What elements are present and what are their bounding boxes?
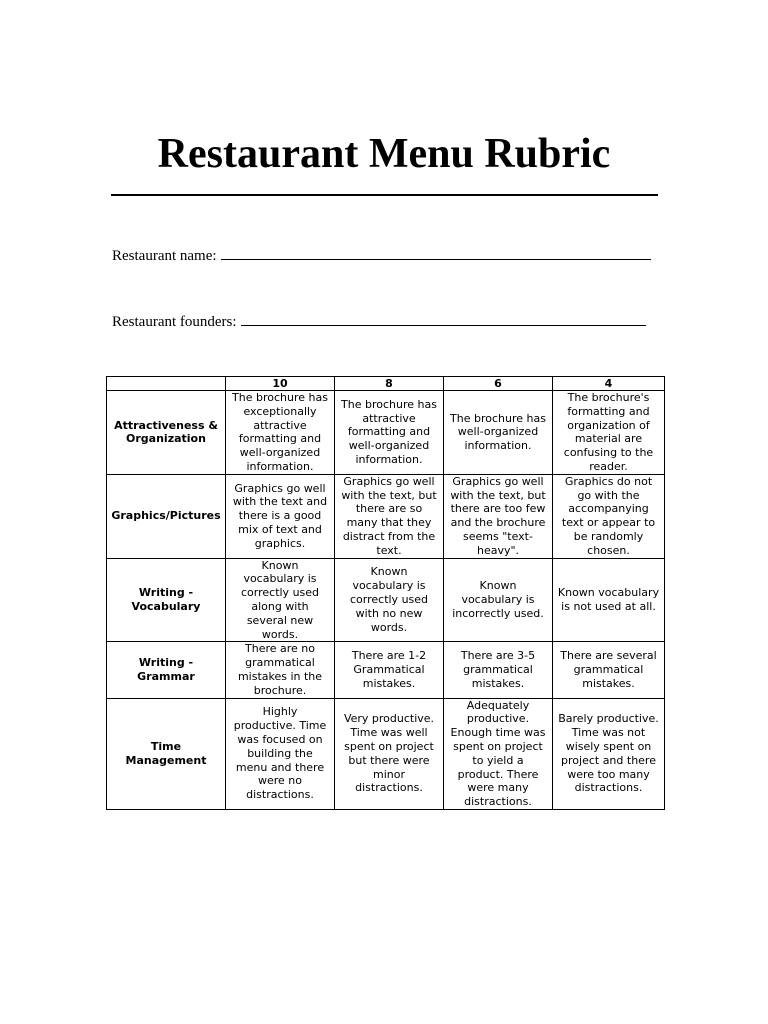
criterion-cell: Writing - Grammar: [107, 642, 226, 698]
rubric-cell: There are several grammatical mistakes.: [553, 642, 665, 698]
rubric-cell: Known vocabulary is correctly used along with several new words.: [226, 558, 335, 642]
rubric-cell: The brochure's formatting and organization of material are confusing to the reader.: [553, 391, 665, 475]
table-row: [107, 474, 665, 558]
table-row: [107, 558, 665, 642]
restaurant-name-blank: [221, 245, 651, 260]
criterion-cell: Attractiveness & Organization: [107, 391, 226, 475]
rubric-cell: Graphics go well with the text and there is a good mix of text and graphics.: [226, 474, 335, 558]
header-cell-score: 4: [553, 377, 665, 391]
rubric-cell: Known vocabulary is not used at all.: [553, 558, 665, 642]
rubric-table: [106, 376, 665, 810]
restaurant-founders-field: [112, 311, 646, 331]
criterion-cell: Graphics/Pictures: [107, 474, 226, 558]
title-divider: [111, 194, 658, 196]
table-row: [107, 391, 665, 475]
header-cell-score: 6: [444, 377, 553, 391]
rubric-cell: Known vocabulary is incorrectly used.: [444, 558, 553, 642]
header-cell-score: 10: [226, 377, 335, 391]
rubric-cell: The brochure has well-organized information.: [444, 391, 553, 475]
header-cell-empty: [107, 377, 226, 391]
page-title: Restaurant Menu Rubric: [157, 131, 611, 177]
restaurant-founders-label: Restaurant founders:: [112, 314, 237, 330]
rubric-cell: Known vocabulary is correctly used with no new words.: [335, 558, 444, 642]
rubric-cell: The brochure has exceptionally attractive formatting and well-organized information.: [226, 391, 335, 475]
header-cell-score: 8: [335, 377, 444, 391]
criterion-cell: Writing - Vocabulary: [107, 558, 226, 642]
restaurant-name-label: Restaurant name:: [112, 248, 217, 264]
table-row: [107, 642, 665, 698]
criterion-cell: Time Management: [107, 698, 226, 809]
rubric-header-row: [107, 377, 665, 391]
rubric-cell: Graphics do not go with the accompanying text or appear to be randomly chosen.: [553, 474, 665, 558]
rubric-cell: The brochure has attractive formatting and well-organized information.: [335, 391, 444, 475]
rubric-cell: There are 1-2 Grammatical mistakes.: [335, 642, 444, 698]
rubric-cell: Highly productive. Time was focused on building the menu and there were no distractions.: [226, 698, 335, 809]
rubric-cell: Graphics go well with the text, but there are so many that they distract from the text.: [335, 474, 444, 558]
rubric-cell: Graphics go well with the text, but there are too few and the brochure seems "text-heavy".: [444, 474, 553, 558]
rubric-cell: There are no grammatical mistakes in the brochure.: [226, 642, 335, 698]
restaurant-name-field: [112, 245, 651, 265]
rubric-cell: Barely productive. Time was not wisely spent on project and there were too many distractions.: [553, 698, 665, 809]
restaurant-founders-blank: [241, 311, 646, 326]
rubric-cell: Very productive. Time was well spent on project but there were minor distractions.: [335, 698, 444, 809]
rubric-cell: Adequately productive. Enough time was spent on project to yield a product. There were many distractions.: [444, 698, 553, 809]
table-row: [107, 698, 665, 809]
rubric-cell: There are 3-5 grammatical mistakes.: [444, 642, 553, 698]
